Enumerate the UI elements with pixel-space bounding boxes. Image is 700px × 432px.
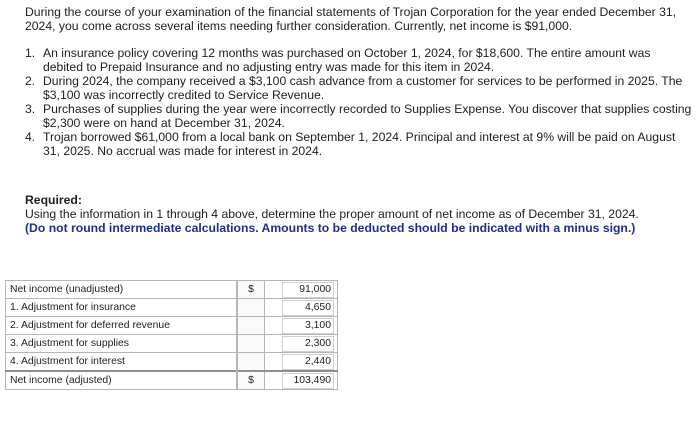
intro-paragraph: During the course of your examination of the financial statements of Trojan Corporation for the year ended December 31, 2024, you come across several items needing further consideration. Currently, net income is $91,000. — [25, 5, 677, 33]
amount-cell — [265, 317, 338, 335]
item-number: 3. — [25, 102, 36, 116]
currency-symbol: $ — [237, 281, 265, 299]
currency-symbol — [237, 317, 265, 335]
item-number: 2. — [25, 74, 36, 88]
table-row — [6, 335, 338, 353]
row-label: Net income (unadjusted) — [6, 281, 238, 299]
table-row — [6, 317, 338, 335]
amount-cell — [265, 299, 338, 317]
item-text: Purchases of supplies during the year were incorrectly recorded to Supplies Expense. You discover that supplies costing $2,300 were on hand at December 31, 2024. — [43, 102, 692, 130]
required-note: (Do not round intermediate calculations. Amounts to be deducted should be indicated with a minus sign.) — [25, 221, 636, 235]
table-row — [6, 281, 338, 299]
list-item — [25, 74, 693, 102]
row-label: 1. Adjustment for insurance — [6, 299, 238, 317]
amount-cell — [265, 371, 338, 390]
amount-input[interactable]: 4,650 — [282, 300, 334, 316]
list-item — [25, 46, 693, 74]
currency-symbol — [237, 335, 265, 353]
amount-cell — [265, 281, 338, 299]
required-section — [25, 193, 693, 235]
row-label: 2. Adjustment for deferred revenue — [6, 317, 238, 335]
amount-input[interactable]: 91,000 — [282, 282, 334, 298]
table-row — [6, 353, 338, 372]
list-item — [25, 102, 693, 130]
amount-input[interactable]: 103,490 — [282, 373, 334, 389]
problem-statement — [25, 5, 693, 235]
amount-input[interactable]: 2,300 — [282, 336, 334, 352]
row-label: 3. Adjustment for supplies — [6, 335, 238, 353]
table-row-total — [6, 371, 338, 390]
currency-symbol: $ — [237, 371, 265, 390]
row-label: 4. Adjustment for interest — [6, 353, 238, 372]
net-income-table — [5, 280, 338, 390]
amount-cell — [265, 353, 338, 372]
amount-cell — [265, 335, 338, 353]
item-text: Trojan borrowed $61,000 from a local bank on September 1, 2024. Principal and interest at 9% will be paid on August 31, 2025. No accrual was made for interest in 2024. — [43, 130, 676, 158]
currency-symbol — [237, 299, 265, 317]
row-label: Net income (adjusted) — [6, 371, 238, 390]
amount-input[interactable]: 2,440 — [282, 354, 334, 370]
list-item — [25, 130, 693, 158]
required-instruction: Using the information in 1 through 4 above, determine the proper amount of net income as of December 31, 2024. — [25, 207, 639, 221]
currency-symbol — [237, 353, 265, 372]
item-text: An insurance policy covering 12 months was purchased on October 1, 2024, for $18,600. The entire amount was debited to Prepaid Insurance and no adjusting entry was made for this item in 2024. — [43, 46, 651, 74]
item-text: During 2024, the company received a $3,100 cash advance from a customer for services to be performed in 2025. The $3,100 was incorrectly credited to Service Revenue. — [43, 74, 683, 102]
item-number: 4. — [25, 130, 36, 144]
required-heading: Required: — [25, 193, 82, 207]
item-list — [25, 46, 693, 158]
item-number: 1. — [25, 46, 36, 60]
table-row — [6, 299, 338, 317]
amount-input[interactable]: 3,100 — [282, 318, 334, 334]
